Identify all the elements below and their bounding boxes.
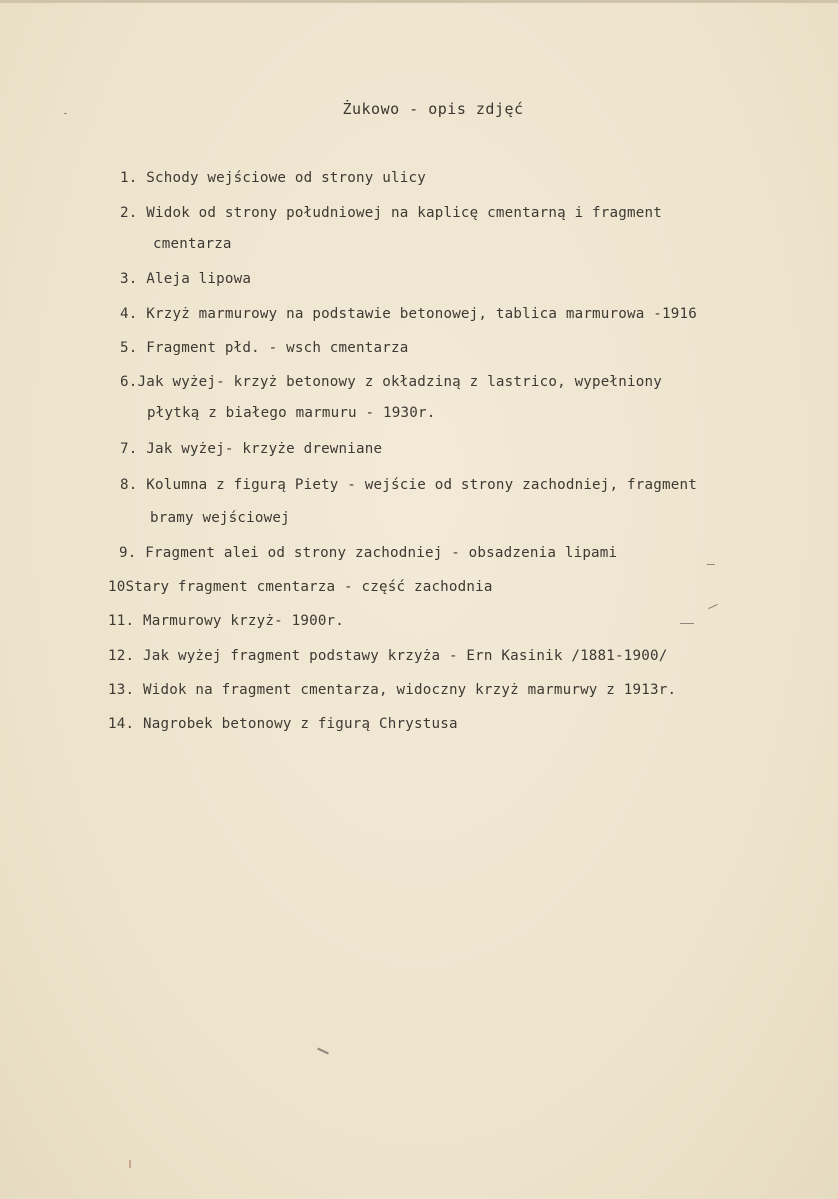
paper-mark: [64, 113, 67, 114]
item-continuation: bramy wejściowej: [150, 510, 290, 526]
list-item: [120, 271, 251, 287]
list-item: [120, 306, 697, 322]
item-number: 5.: [120, 340, 138, 356]
item-text: Schody wejściowe od strony ulicy: [146, 170, 426, 186]
paper-mark: [680, 623, 694, 624]
list-item: [108, 716, 458, 732]
item-text: Fragment alei od strony zachodniej - obsadzenia lipami: [145, 545, 618, 561]
item-text: Kolumna z figurą Piety - wejście od strony zachodniej, fragment: [146, 477, 697, 493]
item-number: 4.: [120, 306, 138, 322]
item-number: 12.: [108, 648, 135, 664]
item-text: Widok od strony południowej na kaplicę cmentarną i fragment: [146, 205, 662, 221]
item-number: 6.: [120, 374, 138, 390]
paper-mark: [708, 604, 717, 609]
item-text: Widok na fragment cmentarza, widoczny krzyż marmurwy z 1913r.: [142, 682, 677, 698]
item-continuation: płytką z białego marmuru - 1930r.: [147, 405, 436, 421]
item-number: 7.: [120, 441, 138, 457]
paper-mark: [707, 564, 715, 565]
paper-mark: [317, 1048, 329, 1055]
list-item: [108, 579, 493, 595]
document-title: Żukowo - opis zdjęć: [342, 100, 524, 118]
item-text: Stary fragment cmentarza - część zachodnia: [125, 579, 493, 595]
list-item: [120, 170, 426, 186]
list-item: [108, 613, 344, 629]
list-item: [120, 340, 408, 356]
item-number: 9.: [119, 545, 137, 561]
item-text: Fragment płd. - wsch cmentarza: [146, 340, 409, 356]
item-text: Aleja lipowa: [146, 271, 252, 287]
page-top-edge: [0, 0, 838, 3]
item-number: 8.: [120, 477, 138, 493]
item-number: 13.: [108, 682, 135, 698]
list-item: [120, 477, 697, 493]
list-item: [108, 648, 667, 664]
item-number: 3.: [120, 271, 138, 287]
list-item: [120, 374, 662, 390]
item-continuation: cmentarza: [153, 236, 232, 252]
item-text: Jak wyżej- krzyż betonowy z okładziną z lastrico, wypełniony: [137, 374, 662, 390]
item-number: 1.: [120, 170, 138, 186]
item-number: 11.: [108, 613, 135, 629]
item-number: 2.: [120, 205, 138, 221]
paper-mark: [129, 1160, 131, 1168]
list-item: [120, 441, 382, 457]
list-item: [120, 205, 662, 221]
item-text: Krzyż marmurowy na podstawie betonowej, tablica marmurowa -1916: [146, 306, 697, 322]
item-number: 10: [108, 579, 126, 595]
list-item: [119, 545, 617, 561]
item-text: Jak wyżej- krzyże drewniane: [146, 441, 383, 457]
item-number: 14.: [108, 716, 135, 732]
item-text: Jak wyżej fragment podstawy krzyża - Ern Kasinik /1881-1900/: [142, 648, 668, 664]
list-item: [108, 682, 676, 698]
item-text: Nagrobek betonowy z figurą Chrystusa: [142, 716, 458, 732]
item-text: Marmurowy krzyż- 1900r.: [142, 613, 345, 629]
